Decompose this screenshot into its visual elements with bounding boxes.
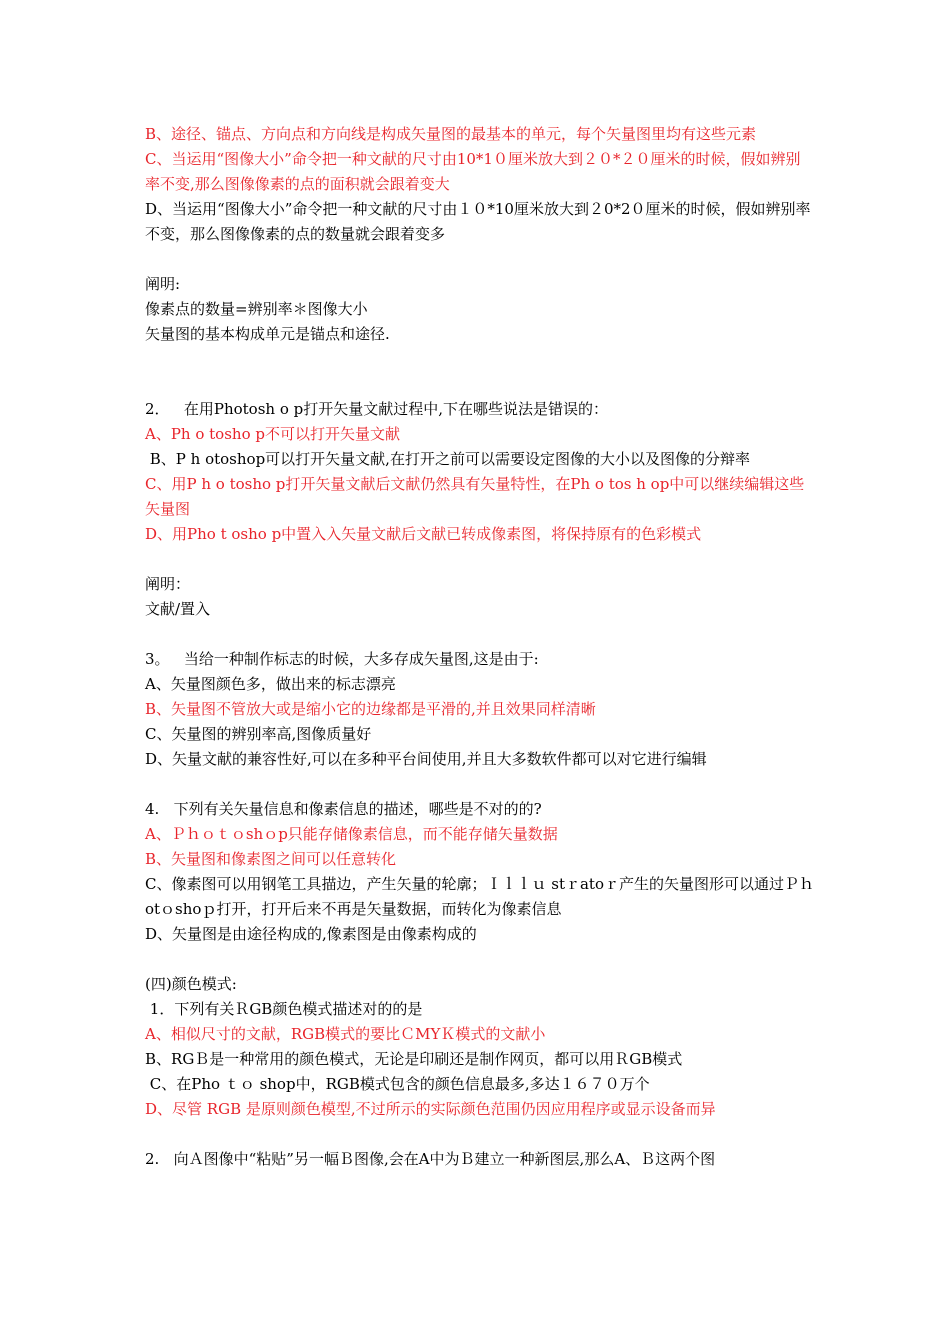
q3-question: 3。 当给一种制作标志的时候，大多存成矢量图,这是由于: xyxy=(145,650,539,668)
q2-explain-1: 文献/置入 xyxy=(145,600,211,618)
block1-explain-label: 阐明: xyxy=(145,275,181,293)
q2-option-b: B、P h otoshop可以打开矢量文献,在打开之前可以需要设定图像的大小以及图像的分辩率 xyxy=(145,450,750,468)
spacer xyxy=(145,347,815,397)
s4-q1-option-b: B、RGＢ是一种常用的颜色模式，无论是印刷还是制作网页，都可以用ＲGB模式 xyxy=(145,1050,683,1068)
block1-option-c: C、当运用“图像大小”命令把一种文献的尺寸由10*1０厘米放大到２０*２０厘米的时候，假如辨别率不变,那么图像像素的点的面积就会跟着变大 xyxy=(145,150,801,193)
document-page xyxy=(145,122,819,1172)
q2-explain-label: 阐明： xyxy=(145,575,191,593)
q3-option-a: A、矢量图颜色多，做出来的标志漂亮 xyxy=(145,675,396,693)
s4-q1-question: 1．下列有关ＲGB颜色模式描述对的的是 xyxy=(145,1000,423,1018)
block1-option-b: B、途径、锚点、方向点和方向线是构成矢量图的最基本的单元，每个矢量图里均有这些元素 xyxy=(145,125,757,143)
q4-question: 4. 下列有关矢量信息和像素信息的描述，哪些是不对的的? xyxy=(145,800,542,818)
s4-q1-option-d: D、尽管 RGB 是原则颜色模型,不过所示的实际颜色范围仍因应用程序或显示设备而异 xyxy=(145,1100,716,1118)
spacer xyxy=(145,547,815,572)
s4-q1-option-a: A、相似尺寸的文献，RGB模式的要比ＣMYＫ模式的文献小 xyxy=(145,1025,546,1043)
block1-explain-2: 矢量图的基本构成单元是锚点和途径. xyxy=(145,325,390,343)
spacer xyxy=(145,772,815,797)
q2-option-d: D、用Pho t osho p中置入入矢量文献后文献已转成像素图，将保持原有的色彩模式 xyxy=(145,525,702,543)
q4-option-c: C、像素图可以用钢笔工具描边，产生矢量的轮廓；Ｉｌｌｕ stｒatoｒ产生的矢量图形可以通过Ｐｈ otｏshoｐ打开，打开后来不再是矢量数据，而转化为像素信息 xyxy=(145,875,819,918)
spacer xyxy=(145,247,815,272)
block1-explain-1: 像素点的数量=辨别率＊图像大小 xyxy=(145,300,368,318)
q2-option-c: C、用P h o tosho p打开矢量文献后文献仍然具有矢量特性，在Ph o tos h op中可以继续编辑这些矢量图 xyxy=(145,475,805,518)
q3-option-b: B、矢量图不管放大或是缩小它的边缘都是平滑的,并且效果同样清晰 xyxy=(145,700,596,718)
q4-option-d: D、矢量图是由途径构成的,像素图是由像素构成的 xyxy=(145,925,477,943)
spacer xyxy=(145,1122,815,1147)
section-title: (四)颜色模式: xyxy=(145,975,237,993)
q3-option-c: C、矢量图的辨别率高,图像质量好 xyxy=(145,725,372,743)
s4-q1-option-c: C、在Pho ｔｏ shop中，RGB模式包含的颜色信息最多,多达１６７０万个 xyxy=(145,1075,650,1093)
s4-q2-question: 2. 向Ａ图像中“粘贴”另一幅Ｂ图像,会在A中为Ｂ建立一种新图层,那么A、Ｂ这两个图 xyxy=(145,1150,716,1168)
q3-option-d: D、矢量文献的兼容性好,可以在多种平台间使用,并且大多数软件都可以对它进行编辑 xyxy=(145,750,707,768)
q2-question: 2． 在用Photosh o p打开矢量文献过程中,下在哪些说法是错误的： xyxy=(145,400,608,418)
spacer xyxy=(145,947,815,972)
q4-option-a: A、Ｐｈｏｔｏshｏp只能存储像素信息，而不能存储矢量数据 xyxy=(145,825,558,843)
q4-option-b: B、矢量图和像素图之间可以任意转化 xyxy=(145,850,397,868)
q2-option-a: A、Ph o tosho p不可以打开矢量文献 xyxy=(145,425,400,443)
spacer xyxy=(145,622,815,647)
block1-option-d: D、当运用“图像大小”命令把一种文献的尺寸由１０*10厘米放大到２0*2０厘米的时候，假如辨别率不变，那么图像像素的点的数量就会跟着变多 xyxy=(145,200,811,243)
